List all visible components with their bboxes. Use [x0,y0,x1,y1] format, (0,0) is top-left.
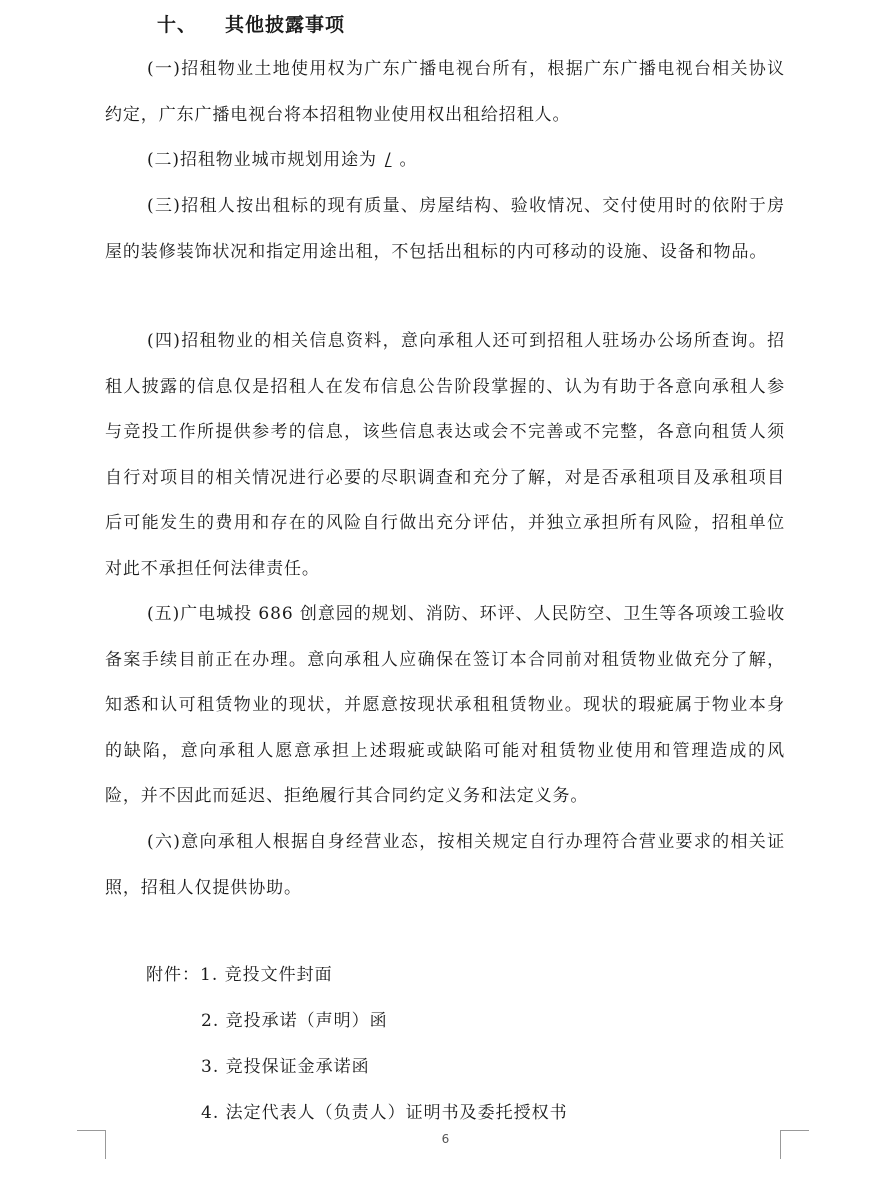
paragraph-2-text: (二)招租物业城市规划用途为 [147,150,377,170]
paragraph-2-end: 。 [399,150,418,170]
paragraph-4: (四)招租物业的相关信息资料，意向承租人还可到招租人驻场办公场所查询。招租人披露的信息仅是招租人在发布信息公告阶段掌握的、认为有助于各意向承租人参与竞投工作所提供参考的信息，该些信息表达或会不完善或不完整，各意向租赁人须自行对项目的相关情况进行必要的尽职调查和充分了解，对是否承租项目及承租项目后可能发生的费用和存在的风险自行做出充分评估，并独立承担所有风险，招租单位对此不承担任何法律责任。 [105,331,785,579]
section-heading [157,10,345,37]
page-number: 6 [441,1132,450,1146]
attachments-list-first [146,960,333,985]
land-use-blank: / [384,150,392,170]
paragraph-3: (三)招租人按出租标的现有质量、房屋结构、验收情况、交付使用时的依附于房屋的装修装饰状况和指定用途出租，不包括出租标的内可移动的设施、设备和物品。 [105,196,785,262]
attachments-label: 附件： [146,965,200,985]
paragraph-5: (五)广电城投 686 创意园的规划、消防、环评、人民防空、卫生等各项竣工验收备案手续目前正在办理。意向承租人应确保在签订本合同前对租赁物业做充分了解，知悉和认可租赁物业的现状，并愿意按现状承租租赁物业。现状的瑕疵属于物业本身的缺陷，意向承租人愿意承担上述瑕疵或缺陷可能对租赁物业使用和管理造成的风险，并不因此而延迟、拒绝履行其合同约定义务和法定义务。 [105,604,785,807]
attachment-item: 1. 竞投文件封面 [200,965,333,985]
section-title: 其他披露事项 [225,14,346,36]
paragraph-1: (一)招租物业土地使用权为广东广播电视台所有，根据广东广播电视台相关协议约定，广东广播电视台将本招租物业使用权出租给招租人。 [105,59,785,125]
attachment-item: 4. 法定代表人（负责人）证明书及委托授权书 [201,1103,568,1123]
section-number: 十、 [157,14,198,36]
attachment-item: 3. 竞投保证金承诺函 [201,1057,370,1077]
paragraph-6: (六)意向承租人根据自身经营业态，按相关规定自行办理符合营业要求的相关证照，招租人仅提供协助。 [105,832,785,898]
paragraph-2 [105,138,785,184]
attachment-item: 2. 竞投承诺（声明）函 [201,1011,388,1031]
